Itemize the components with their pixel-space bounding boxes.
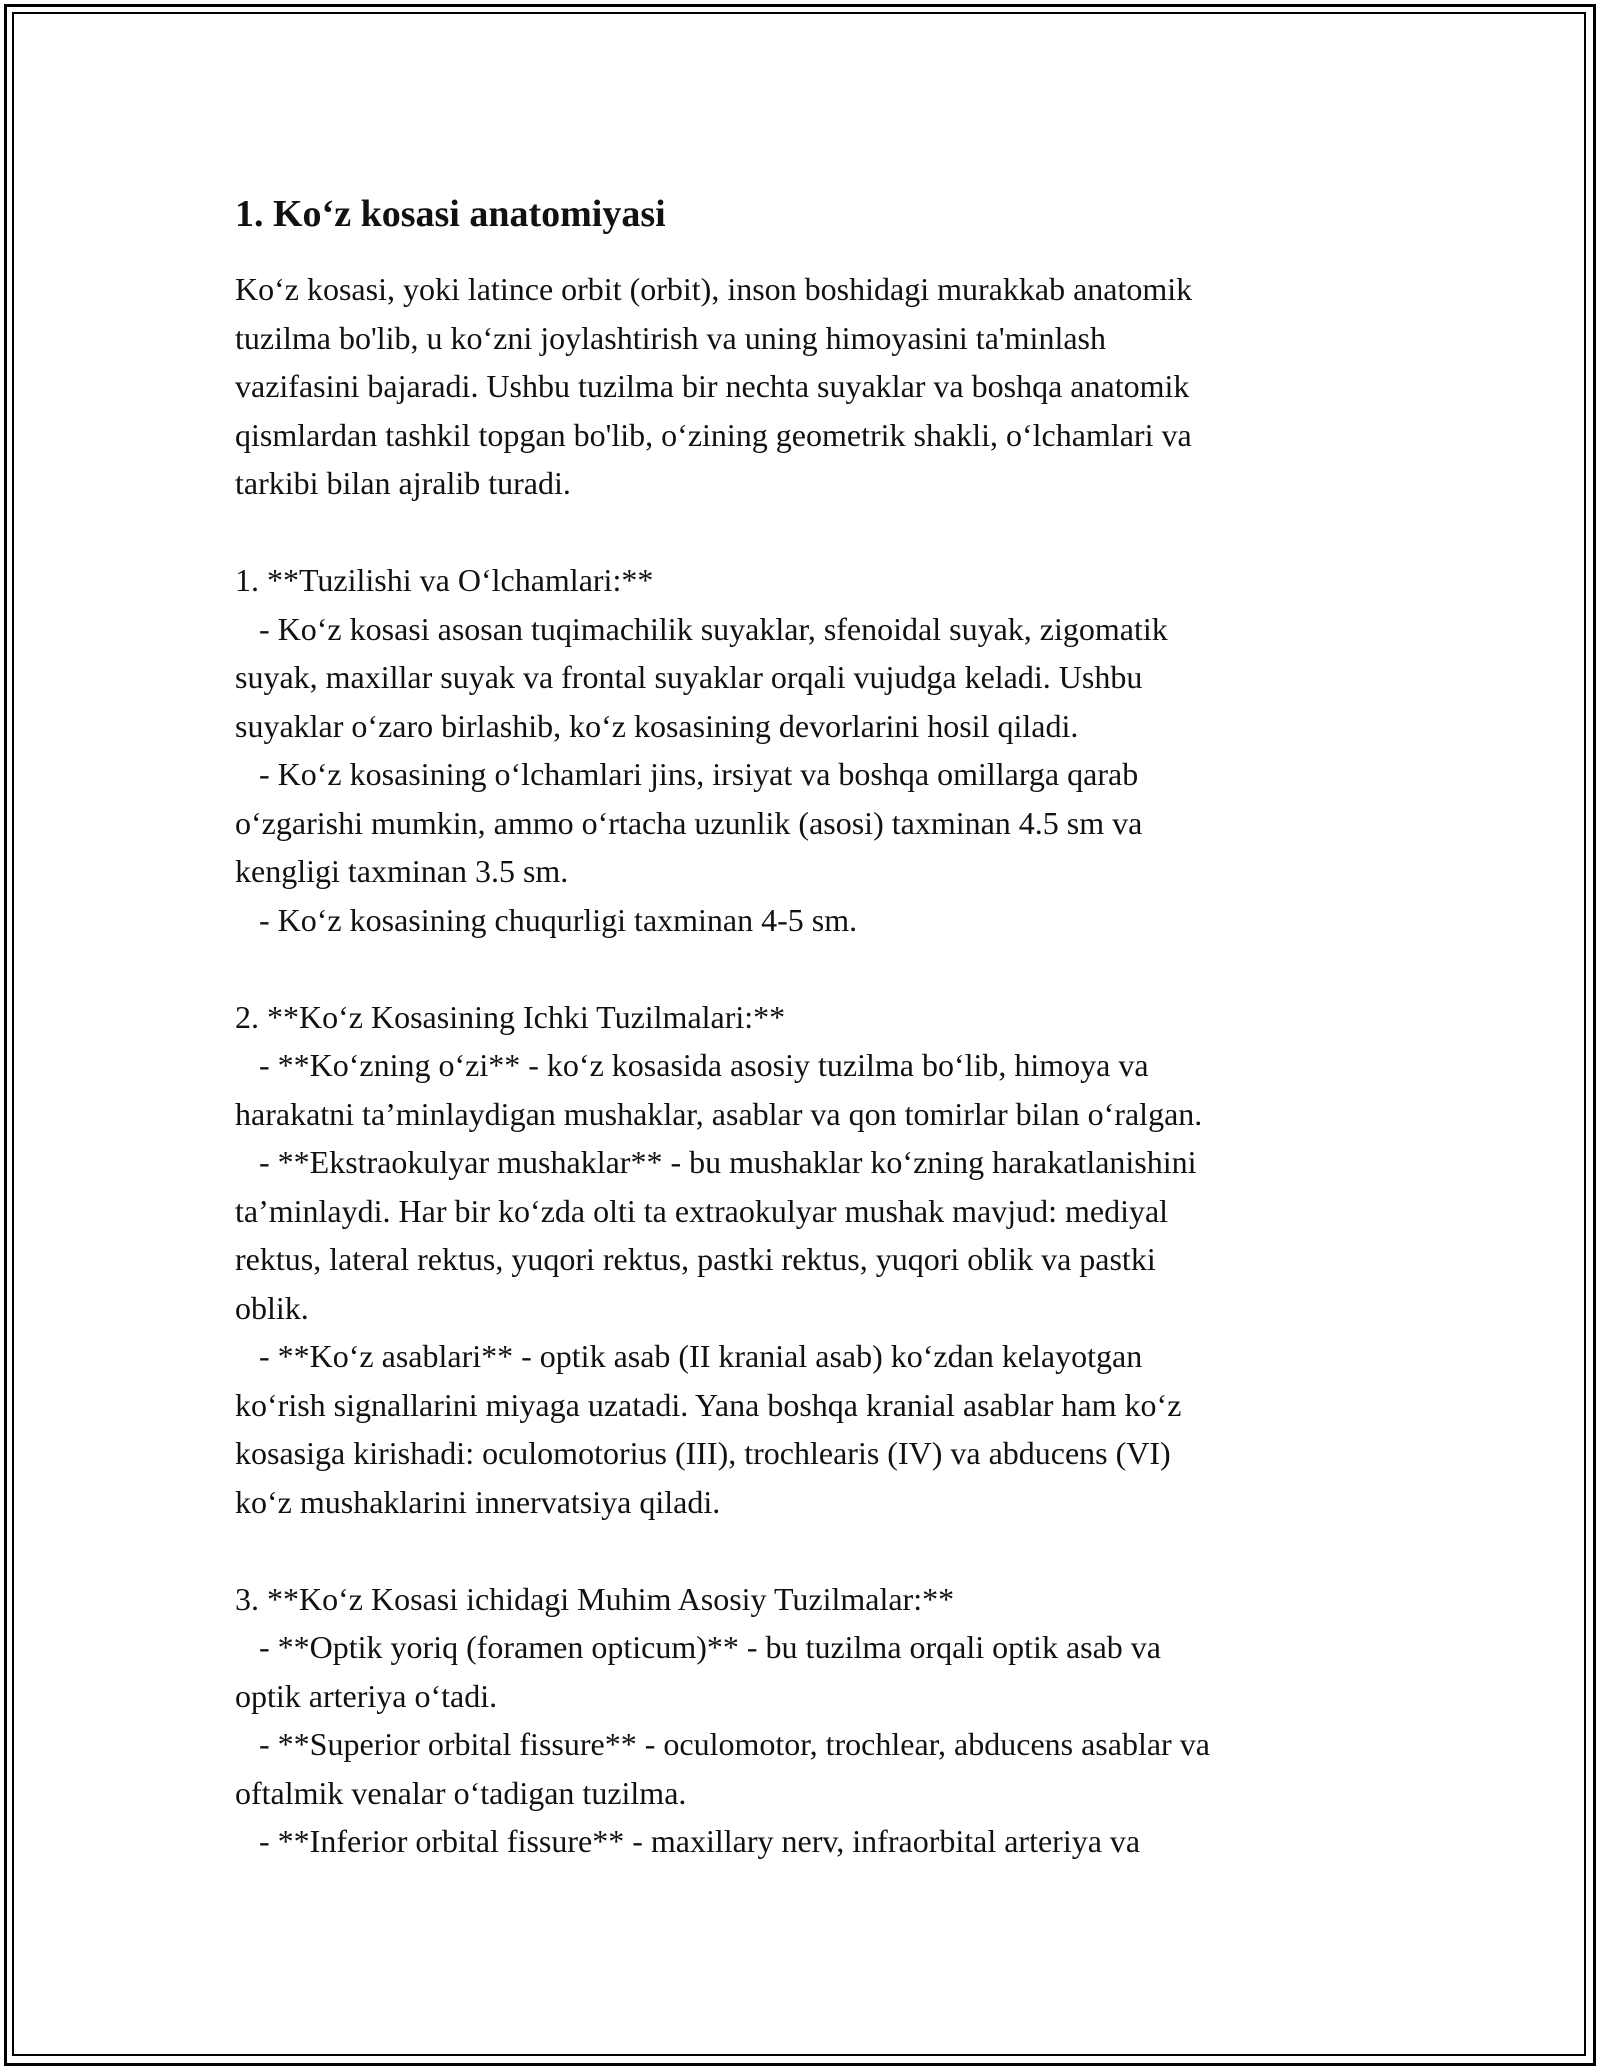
blank-line [235,508,1375,557]
text-line: - Ko‘z kosasi asosan tuqimachilik suyaklar, sfenoidal suyak, zigomatik [235,610,1168,647]
text-line: - **Ko‘zning o‘zi** - ko‘z kosasida asosiy tuzilma bo‘lib, himoya va [235,1047,1149,1083]
document-page [235,185,1375,1866]
text-line: ko‘rish signallarini miyaga uzatadi. Yana boshqa kranial asablar ham ko‘z [235,1386,1182,1423]
text-line: optik arteriya o‘tadi. [235,1677,498,1714]
text-line: - **Superior orbital fissure** - oculomotor, trochlear, abducens asablar va [235,1726,1210,1762]
blank-line [235,1526,1375,1575]
text-line: tarkibi bilan ajralib turadi. [235,465,571,501]
text-line: kengligi taxminan 3.5 sm. [235,853,569,889]
text-line: 3. **Ko‘z Kosasi ichidagi Muhim Asosiy Tuzilmalar:** [235,1580,955,1617]
text-line: o‘zgarishi mumkin, ammo o‘rtacha uzunlik (asosi) taxminan 4.5 sm va [235,804,1143,841]
text-line: - **Optik yoriq (foramen opticum)** - bu tuzilma orqali optik asab va [235,1629,1161,1665]
text-line: oftalmik venalar o‘tadigan tuzilma. [235,1774,687,1811]
blank-line [235,944,1375,993]
text-line: suyaklar o‘zaro birlashib, ko‘z kosasining devorlarini hosil qiladi. [235,707,1079,744]
text-line: 2. **Ko‘z Kosasining Ichki Tuzilmalari:** [235,998,786,1035]
text-line: oblik. [235,1289,309,1326]
text-line: Ko‘z kosasi, yoki latince orbit (orbit), inson boshidagi murakkab anatomik [235,271,1193,307]
text-line: - **Ko‘z asablari** - optik asab (II kranial asab) ko‘zdan kelayotgan [235,1338,1143,1374]
text-line: - Ko‘z kosasining o‘lchamlari jins, irsiyat va boshqa omillarga qarab [235,756,1139,792]
text-line: tuzilma bo'lib, u ko‘zni joylashtirish va uning himoyasini ta'minlash [235,319,1106,356]
text-line: harakatni ta’minlaydigan mushaklar, asablar va qon tomirlar bilan o‘ralgan. [235,1095,1203,1132]
text-line: - **Inferior orbital fissure** - maxillary nerv, infraorbital arteriya va [235,1823,1141,1859]
document-body [235,265,1375,1866]
document-title: 1. Ko‘z kosasi anatomiyasi [235,193,666,235]
text-line: ko‘z mushaklarini innervatsiya qiladi. [235,1483,721,1520]
text-line: qismlardan tashkil topgan bo'lib, o‘zining geometrik shakli, o‘lchamlari va [235,416,1192,453]
text-line: - Ko‘z kosasining chuqurligi taxminan 4-5 sm. [235,901,858,938]
text-line: kosasiga kirishadi: oculomotorius (III), trochlearis (IV) va abducens (VI) [235,1435,1171,1471]
text-line: 1. **Tuzilishi va O‘lchamlari:** [235,562,654,598]
text-line: rektus, lateral rektus, yuqori rektus, pastki rektus, yuqori oblik va pastki [235,1241,1156,1277]
text-line: - **Ekstraokulyar mushaklar** - bu mushaklar ko‘zning harakatlanishini [235,1144,1197,1180]
text-line: vazifasini bajaradi. Ushbu tuzilma bir nechta suyaklar va boshqa anatomik [235,368,1190,404]
text-line: ta’minlaydi. Har bir ko‘zda olti ta extraokulyar mushak mavjud: mediyal [235,1192,1169,1229]
text-line: suyak, maxillar suyak va frontal suyaklar orqali vujudga keladi. Ushbu [235,659,1143,695]
